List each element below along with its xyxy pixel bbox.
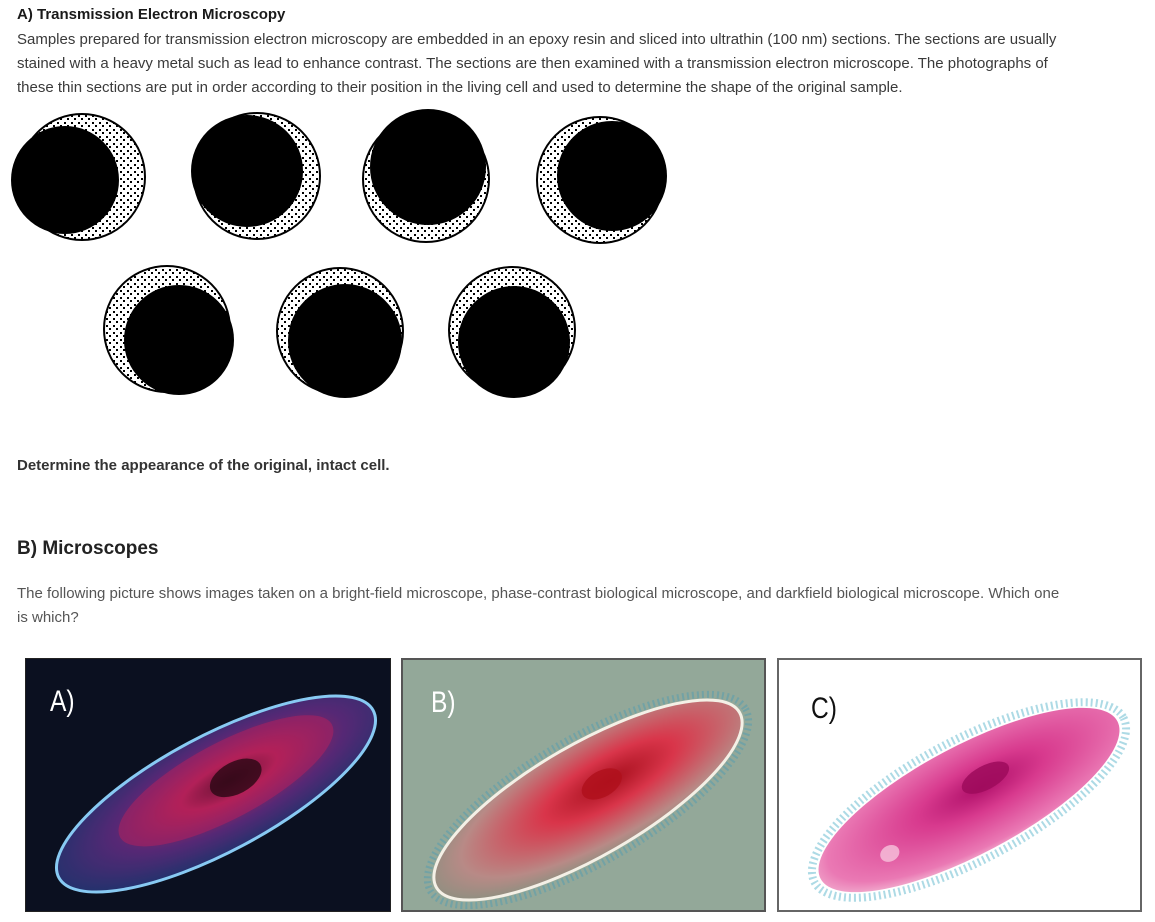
section-b-heading: B) Microscopes [17,538,159,559]
section-7 [449,267,575,398]
section-b-paragraph-line: The following picture shows images taken on a bright-field microscope, phase-contrast biological microscope, and darkfield biological microscope. Which one [17,585,1060,602]
panel-label-a: A) [50,685,75,718]
section-4 [537,117,667,243]
panel-label-c: C) [811,692,837,725]
panel-label-b: B) [431,686,456,719]
section-a-paragraph [17,28,1147,100]
section-1 [11,114,145,240]
section-3 [363,109,489,242]
section-a-paragraph-line: stained with a heavy metal such as lead to enhance contrast. The sections are then examined with a transmission electron microscope. The photographs of [17,55,1048,72]
section-a-question: Determine the appearance of the original, intact cell. [17,457,390,474]
section-a-paragraph-line: Samples prepared for transmission electron microscopy are embedded in an epoxy resin and sliced into ultrathin (100 nm) sections. The sections are usually [17,31,1057,48]
section-a-heading: A) Transmission Electron Microscopy [17,6,286,23]
microscope-image-c [777,658,1142,912]
microscope-image-a [25,658,391,912]
thin-sections-figure [0,100,700,410]
paramecium-phase-contrast-image [403,660,766,912]
section-a-paragraph-line: these thin sections are put in order according to their position in the living cell and used to determine the shape of the original sample. [17,79,903,96]
microscope-image-b [401,658,766,912]
section-6 [277,268,403,398]
section-2 [191,113,320,239]
paramecium-darkfield-image [26,659,391,912]
section-5 [104,266,234,395]
section-b-paragraph [17,582,1152,630]
section-b-paragraph-line: is which? [17,609,79,626]
